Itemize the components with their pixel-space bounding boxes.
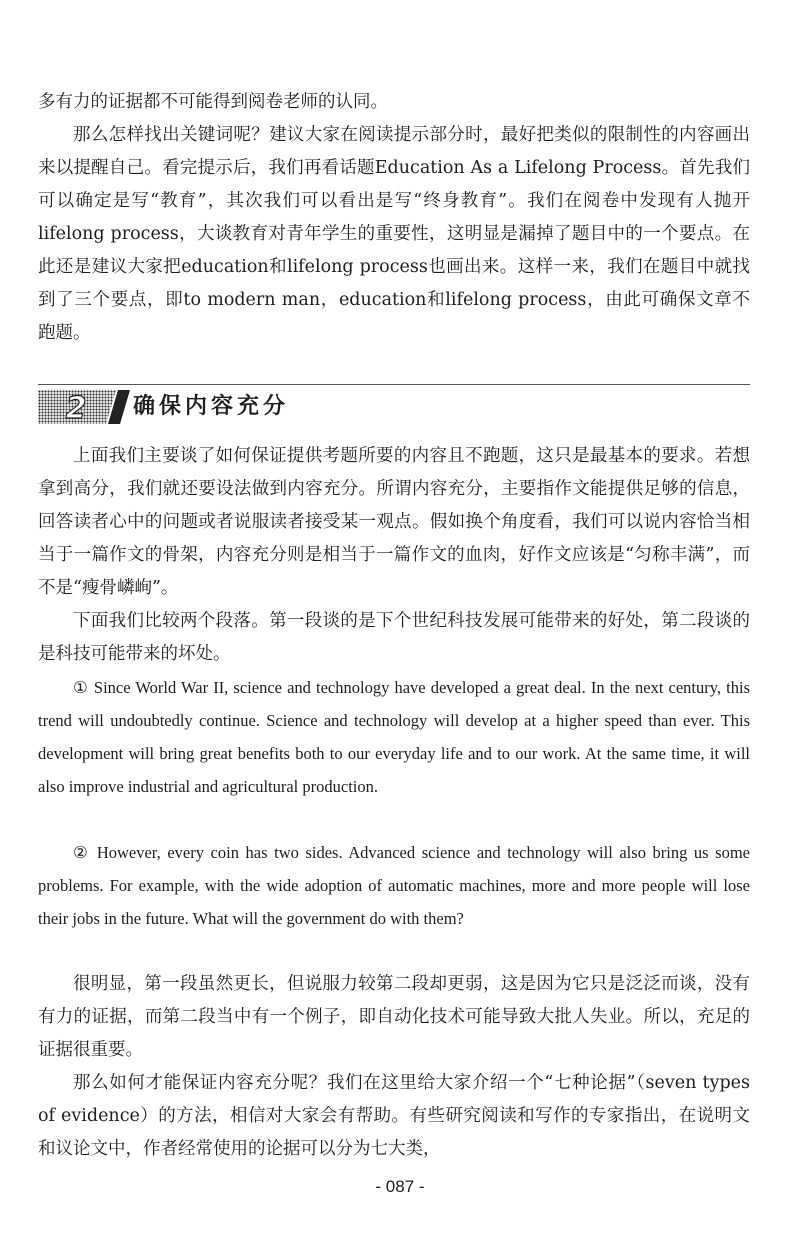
paragraph-example-2: ② However, every coin has two sides. Advanced science and technology will also bring us some problems. For example, with the wide adoption of automatic machines, more and more people will lose their jobs in the future. What will the government do with them? xyxy=(38,843,750,928)
paragraph-intro: 上面我们主要谈了如何保证提供考题所要的内容且不跑题，这只是最基本的要求。若想拿到高分，我们就还要设法做到内容充分。所谓内容充分，主要指作文能提供足够的信息，回答读者心中的问题或者说服读者接受某一观点。假如换个角度看，我们可以说内容恰当相当于一篇作文的骨架，内容充分则是相当于一篇作文的血肉，好作文应该是“匀称丰满”，而不是“瘦骨嶙峋”。 xyxy=(38,446,750,598)
section-number-badge xyxy=(38,390,130,424)
paragraph-seven-evidence: 那么如何才能保证内容充分呢？我们在这里给大家介绍一个“七种论据”（seven types of evidence）的方法，相信对大家会有帮助。有些研究阅读和写作的专家指出，在说明文和议论文中，作者经常使用的论据可以分为七大类， xyxy=(38,1073,750,1159)
page-number: - 087 - xyxy=(375,1177,425,1196)
paragraph-compare: 下面我们比较两个段落。第一段谈的是下个世纪科技发展可能带来的好处，第二段谈的是科技可能带来的坏处。 xyxy=(38,611,750,664)
paragraph-example-1: ① Since World War II, science and technology have developed a great deal. In the next century, this trend will undoubtedly continue. Science and technology will develop at a higher speed than ever. This development will bring great benefits both to our everyday life and to our work. At the same time, it will also improve industrial and agricultural production. xyxy=(38,678,750,796)
section-divider xyxy=(38,384,750,385)
section-number: 2 xyxy=(65,391,87,424)
paragraph-keywords: 那么怎样找出关键词呢？建议大家在阅读提示部分时，最好把类似的限制性的内容画出来以提醒自己。看完提示后，我们再看话题Education As a Lifelong Process。首先我们可以确定是写“教育”，其次我们可以看出是写“终身教育”。我们在阅卷中发现有人抛开lifelong process，大谈教育对青年学生的重要性，这明显是漏掉了题目中的一个要点。在此还是建议大家把education和lifelong process也画出来。这样一来，我们在题目中就找到了三个要点，即to modern man，education和lifelong process，由此可确保文章不跑题。 xyxy=(38,125,750,343)
paragraph-analysis: 很明显，第一段虽然更长，但说服力较第二段却更弱，这是因为它只是泛泛而谈，没有有力的证据，而第二段当中有一个例子，即自动化技术可能导致大批人失业。所以，充足的证据很重要。 xyxy=(38,974,750,1060)
paragraph-continuation: 多有力的证据都不可能得到阅卷老师的认同。 xyxy=(38,92,388,112)
section-header xyxy=(38,384,750,424)
section-title: 确保内容充分 xyxy=(133,394,290,419)
